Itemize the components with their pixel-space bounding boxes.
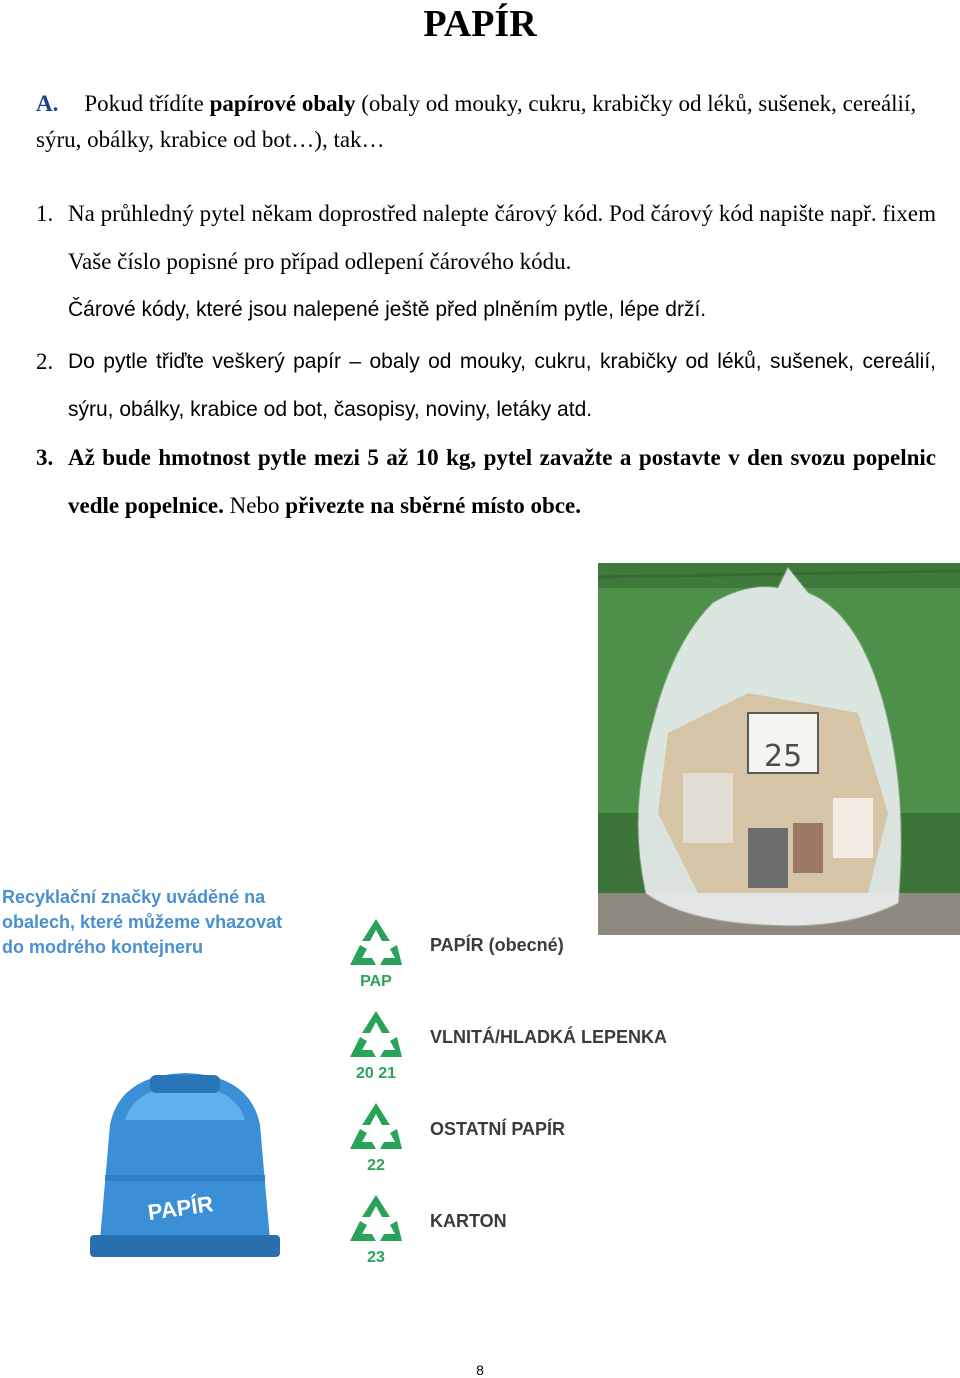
step-1 <box>36 190 936 334</box>
intro-highlight: papírové obaly <box>209 91 356 116</box>
step-2 <box>36 338 936 434</box>
recycling-symbols-graphic <box>0 885 700 1305</box>
recycle-icon <box>340 1007 412 1067</box>
intro-lead: Pokud třídíte <box>84 91 204 116</box>
step-3 <box>36 434 936 530</box>
intro-paragraph <box>36 86 936 158</box>
symbol-code: 23 <box>367 1249 385 1266</box>
symbol-label: PAPÍR (obecné) <box>430 935 564 955</box>
symbol-row <box>340 1007 700 1097</box>
symbol-row <box>340 1099 700 1189</box>
recycle-icon <box>340 1099 412 1159</box>
intro-rest: (obaly od mouky, cukru, krabičky od léků, sušenek, cereálií, sýru, obálky, krabice od bot…), tak… <box>36 91 917 152</box>
symbol-code: 20 21 <box>355 1065 397 1082</box>
symbol-row <box>340 915 700 1005</box>
step-1-note: Čárové kódy, které jsou nalepené ještě před plněním pytle, lépe drží. <box>68 298 707 321</box>
symbol-code: PAP <box>360 973 392 990</box>
step-number: 3. <box>36 445 54 470</box>
page-number: 8 <box>476 1362 484 1378</box>
symbol-row <box>340 1191 700 1281</box>
step-2-text: Do pytle třiďte veškerý papír – obaly od mouky, cukru, krabičky od léků, sušenek, cereálií, sýru, obálky, krabice od bot, časopisy, noviny, letáky atd. <box>68 350 936 421</box>
step-1-text: Na průhledný pytel někam doprostřed nalepte čárový kód. Pod čárový kód napište např. fixem Vaše číslo popisné pro případ odlepení čárového kódu. <box>68 201 937 274</box>
symbol-code: 22 <box>367 1157 385 1174</box>
recycle-icon <box>340 915 412 975</box>
step-3-instruction: Až bude hmotnost pytle mezi 5 až 10 kg, pytel zavažte a postavte v den svozu popelnic vedle popelnice. <box>68 445 936 518</box>
step-3-alternative: přivezte na sběrné místo obce. <box>285 493 581 518</box>
symbol-label: VLNITÁ/HLADKÁ LEPENKA <box>430 1027 667 1047</box>
page-title: PAPÍR <box>423 3 537 45</box>
symbol-label: OSTATNÍ PAPÍR <box>430 1119 565 1139</box>
bin-label: PAPÍR <box>146 1191 215 1226</box>
step-number: 2. <box>36 349 54 374</box>
blue-container-illustration <box>70 1065 300 1275</box>
step-3-or: Nebo <box>229 493 280 518</box>
recycle-icon <box>340 1191 412 1251</box>
symbol-label: KARTON <box>430 1211 507 1231</box>
recycling-heading: Recyklační značky uváděné na obalech, které můžeme vhazovat do modrého kontejneru <box>2 887 283 957</box>
section-letter: A. <box>36 91 59 116</box>
step-number: 1. <box>36 201 54 226</box>
bag-photo <box>598 563 960 935</box>
bag-number: 25 <box>764 739 803 774</box>
